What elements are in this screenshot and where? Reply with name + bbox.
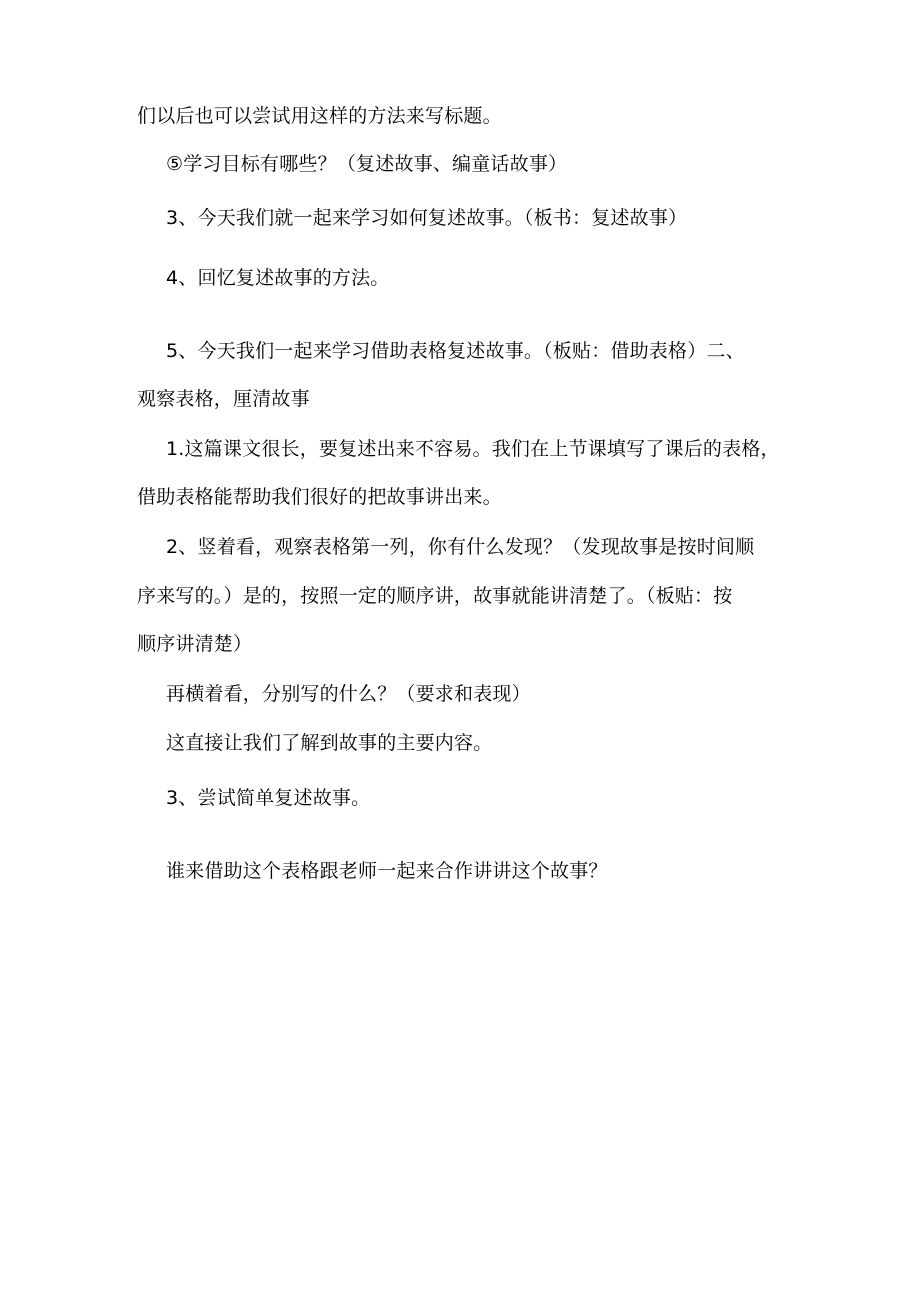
text-line: 3、今天我们就一起来学习如何复述故事。（板书：复述故事） <box>166 207 688 229</box>
text-line: 借助表格能帮助我们很好的把故事讲出来。 <box>137 486 502 508</box>
text-line: 再横着看，分别写的什么？（要求和表现） <box>166 683 531 705</box>
text-line: ⑤学习目标有哪些？（复述故事、编童话故事） <box>166 153 568 175</box>
text-line: 谁来借助这个表格跟老师一起来合作讲讲这个故事？ <box>166 860 608 882</box>
text-line: 序来写的。）是的，按照一定的顺序讲，故事就能讲清楚了。（板贴：按 <box>137 585 733 607</box>
text-line: 3、尝试简单复述故事。 <box>166 787 371 809</box>
text-line: 1.这篇课文很长，要复述出来不容易。我们在上节课填写了课后的表格， <box>166 438 780 460</box>
text-line: 5、今天我们一起来学习借助表格复述故事。（板贴：借助表格）二、 <box>166 340 745 362</box>
text-line: 顺序讲清楚） <box>137 633 253 655</box>
text-line: 观察表格，厘清故事 <box>137 388 310 410</box>
text-line: 4、回忆复述故事的方法。 <box>166 267 390 289</box>
text-line: 们以后也可以尝试用这样的方法来写标题。 <box>137 105 502 127</box>
text-line: 2、竖着看，观察表格第一列，你有什么发现？（发现故事是按时间顺 <box>166 536 755 558</box>
text-line: 这直接让我们了解到故事的主要内容。 <box>166 732 493 754</box>
